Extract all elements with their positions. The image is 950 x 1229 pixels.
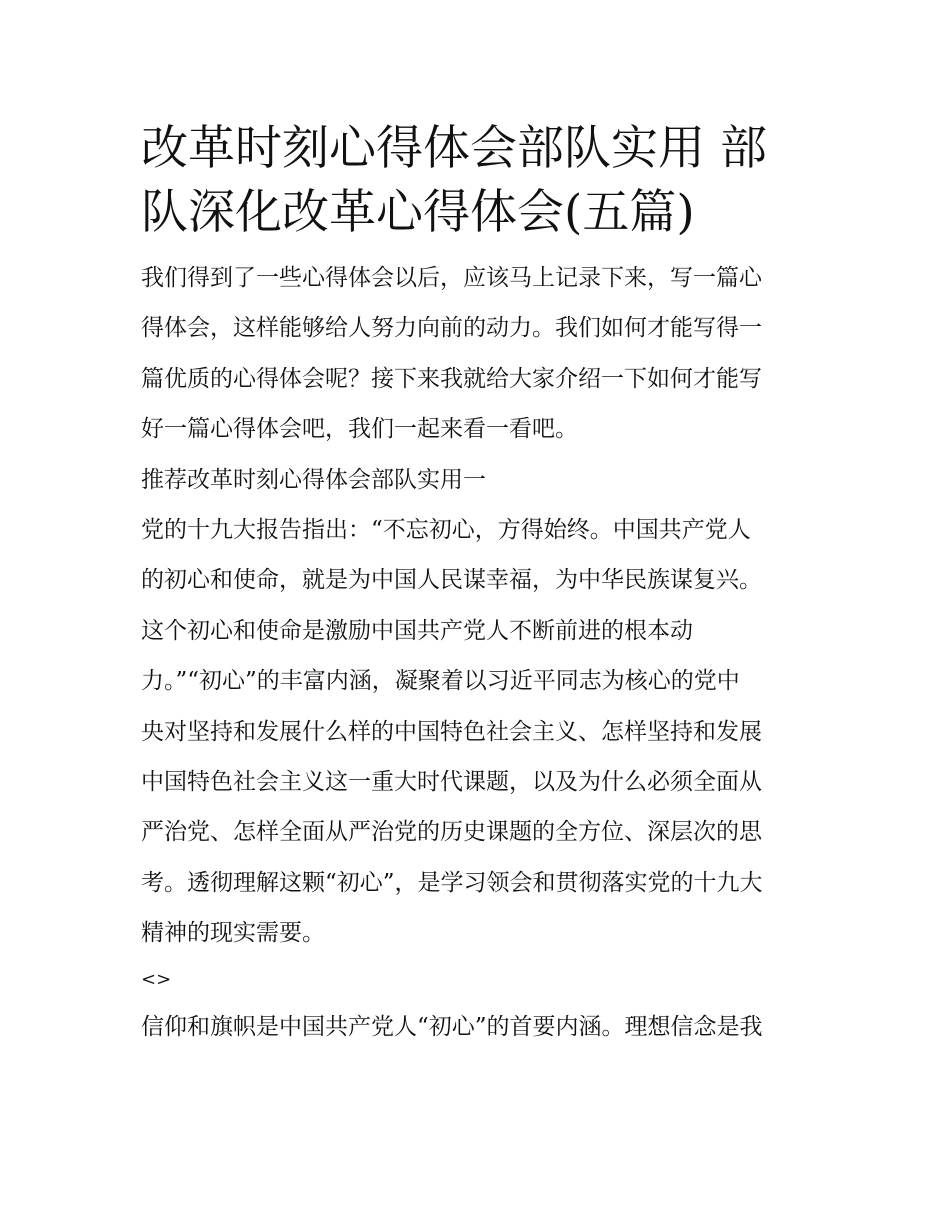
body-line-14: 精神的现实需要。: [141, 920, 325, 947]
body-line-12: 严治党、怎样全面从严治党的历史课题的全方位、深层次的思: [141, 819, 762, 846]
body-line-7: 的初心和使命，就是为中国人民谋幸福，为中华民族谋复兴。: [141, 567, 762, 594]
body-line-13: 考。透彻理解这颗“初心”，是学习领会和贯彻落实党的十九大: [141, 869, 763, 896]
body-line-1: 我们得到了一些心得体会以后，应该马上记录下来，写一篇心: [141, 265, 762, 291]
body-line-9: 力。”“初心”的丰富内涵，凝聚着以习近平同志为核心的党中: [141, 668, 740, 695]
body-line-4: 好一篇心得体会吧，我们一起来看一看吧。: [141, 416, 578, 443]
body-line-8: 这个初心和使命是激励中国共产党人不断前进的根本动: [141, 617, 693, 644]
body-line-10: 央对坚持和发展什么样的中国特色社会主义、怎样坚持和发展: [141, 718, 762, 745]
title-line-1: 改革时刻心得体会部队实用 部: [141, 121, 767, 176]
body-line-2: 得体会，这样能够给人努力向前的动力。我们如何才能写得一: [141, 315, 762, 342]
body-line-3: 篇优质的心得体会呢？接下来我就给大家介绍一下如何才能写: [141, 365, 762, 392]
angle-bracket-marker: <>: [141, 969, 172, 991]
body-line-6: 党的十九大报告指出：“不忘初心，方得始终。中国共产党人: [141, 516, 751, 543]
body-line-16: 信仰和旗帜是中国共产党人“初心”的首要内涵。理想信念是我: [141, 1014, 763, 1041]
document-body: [141, 253, 821, 1053]
body-line-11: 中国特色社会主义这一重大时代课题，以及为什么必须全面从: [141, 768, 762, 795]
title-line-2: 队深化改革心得体会(五篇): [141, 185, 695, 240]
document-content: [141, 117, 821, 1053]
document-title: [141, 117, 821, 245]
section-heading: 推荐改革时刻心得体会部队实用一: [141, 466, 486, 493]
